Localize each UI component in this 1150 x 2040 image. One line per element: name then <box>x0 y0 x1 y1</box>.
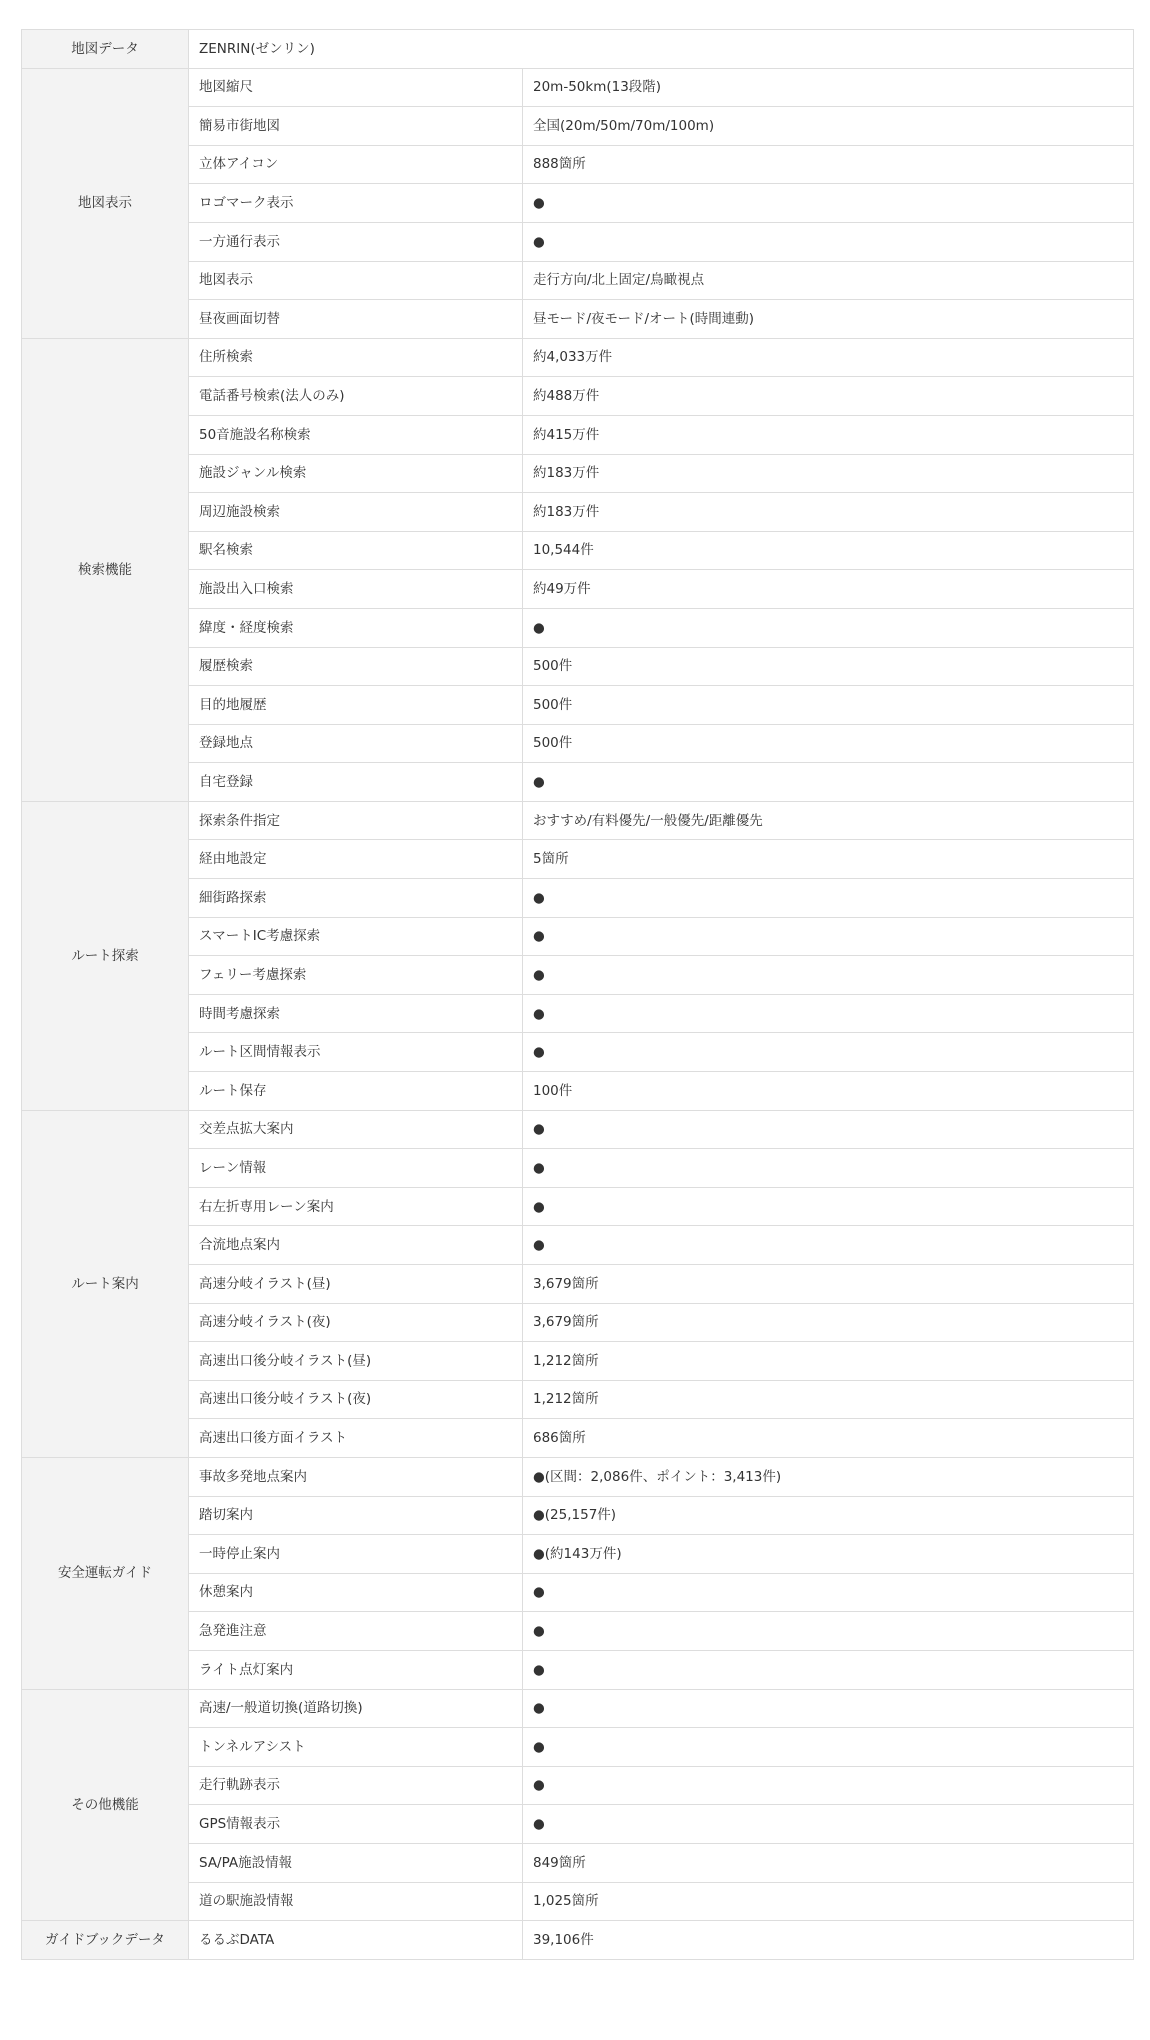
item-cell: ライト点灯案内 <box>189 1650 523 1689</box>
table-row <box>22 1728 1134 1767</box>
table-row <box>22 686 1134 725</box>
table-row <box>22 1573 1134 1612</box>
item-cell: 50音施設名称検索 <box>189 415 523 454</box>
item-cell: 施設ジャンル検索 <box>189 454 523 493</box>
item-cell: 高速分岐イラスト(昼) <box>189 1265 523 1304</box>
table-row <box>22 531 1134 570</box>
value-cell: ● <box>523 1187 1134 1226</box>
item-cell: 一方通行表示 <box>189 222 523 261</box>
value-cell: ● <box>523 1805 1134 1844</box>
item-cell: 高速出口後分岐イラスト(昼) <box>189 1342 523 1381</box>
value-cell: ● <box>523 994 1134 1033</box>
table-row <box>22 1650 1134 1689</box>
value-cell: ● <box>523 1226 1134 1265</box>
category-cell: ルート案内 <box>22 1110 189 1457</box>
item-cell: 急発進注意 <box>189 1612 523 1651</box>
value-cell: ● <box>523 222 1134 261</box>
value-cell: 500件 <box>523 647 1134 686</box>
spec-table-body <box>22 30 1134 1960</box>
table-row <box>22 994 1134 1033</box>
value-cell: 500件 <box>523 686 1134 725</box>
table-row <box>22 1380 1134 1419</box>
table-row <box>22 1457 1134 1496</box>
item-cell: 登録地点 <box>189 724 523 763</box>
value-cell: 全国(20m/50m/70m/100m) <box>523 107 1134 146</box>
table-row <box>22 570 1134 609</box>
table-row <box>22 1612 1134 1651</box>
item-cell: 目的地履歴 <box>189 686 523 725</box>
value-cell: ● <box>523 1728 1134 1767</box>
item-cell: 周辺施設検索 <box>189 493 523 532</box>
item-cell: 簡易市街地図 <box>189 107 523 146</box>
value-cell: ● <box>523 879 1134 918</box>
value-cell: おすすめ/有料優先/一般優先/距離優先 <box>523 801 1134 840</box>
value-cell: 10,544件 <box>523 531 1134 570</box>
category-cell: その他機能 <box>22 1689 189 1921</box>
item-cell: 住所検索 <box>189 338 523 377</box>
item-cell: るるぶDATA <box>189 1921 523 1960</box>
table-row <box>22 1072 1134 1111</box>
item-cell: 昼夜画面切替 <box>189 300 523 339</box>
table-row <box>22 724 1134 763</box>
value-cell: ● <box>523 1573 1134 1612</box>
value-cell: 5箇所 <box>523 840 1134 879</box>
table-row <box>22 1766 1134 1805</box>
spec-table-container <box>21 29 1134 1960</box>
value-cell: ● <box>523 1766 1134 1805</box>
item-cell: 高速出口後分岐イラスト(夜) <box>189 1380 523 1419</box>
item-cell: GPS情報表示 <box>189 1805 523 1844</box>
table-row <box>22 1149 1134 1188</box>
value-cell: 1,212箇所 <box>523 1342 1134 1381</box>
value-cell: 約49万件 <box>523 570 1134 609</box>
table-row <box>22 261 1134 300</box>
item-cell: 高速分岐イラスト(夜) <box>189 1303 523 1342</box>
table-row <box>22 454 1134 493</box>
value-cell: 100件 <box>523 1072 1134 1111</box>
table-row <box>22 30 1134 69</box>
table-row <box>22 956 1134 995</box>
table-row <box>22 493 1134 532</box>
value-cell: ●(区間：2,086件、ポイント：3,413件) <box>523 1457 1134 1496</box>
value-cell: ● <box>523 1689 1134 1728</box>
table-row <box>22 1226 1134 1265</box>
item-cell: 事故多発地点案内 <box>189 1457 523 1496</box>
item-cell: 高速出口後方面イラスト <box>189 1419 523 1458</box>
table-row <box>22 1033 1134 1072</box>
table-row <box>22 840 1134 879</box>
value-cell: ● <box>523 917 1134 956</box>
item-cell: 地図表示 <box>189 261 523 300</box>
table-row <box>22 1419 1134 1458</box>
value-cell: ●(約143万件) <box>523 1535 1134 1574</box>
value-cell: 約183万件 <box>523 454 1134 493</box>
value-cell: ● <box>523 1612 1134 1651</box>
table-row <box>22 917 1134 956</box>
table-row <box>22 1110 1134 1149</box>
value-cell: 約488万件 <box>523 377 1134 416</box>
item-cell: 自宅登録 <box>189 763 523 802</box>
value-cell: 1,025箇所 <box>523 1882 1134 1921</box>
table-row <box>22 1342 1134 1381</box>
item-cell: フェリー考慮探索 <box>189 956 523 995</box>
table-row <box>22 1187 1134 1226</box>
item-cell: 地図縮尺 <box>189 68 523 107</box>
item-cell: 経由地設定 <box>189 840 523 879</box>
value-cell: ● <box>523 608 1134 647</box>
table-row <box>22 1535 1134 1574</box>
item-cell: 緯度・経度検索 <box>189 608 523 647</box>
value-cell: 888箇所 <box>523 145 1134 184</box>
table-row <box>22 145 1134 184</box>
value-cell: 39,106件 <box>523 1921 1134 1960</box>
table-row <box>22 338 1134 377</box>
value-cell: ● <box>523 956 1134 995</box>
table-row <box>22 1805 1134 1844</box>
table-row <box>22 415 1134 454</box>
table-row <box>22 647 1134 686</box>
category-cell: ルート探索 <box>22 801 189 1110</box>
value-cell: 849箇所 <box>523 1843 1134 1882</box>
value-cell: 1,212箇所 <box>523 1380 1134 1419</box>
value-cell: 500件 <box>523 724 1134 763</box>
item-cell: 高速/一般道切換(道路切換) <box>189 1689 523 1728</box>
item-cell: 履歴検索 <box>189 647 523 686</box>
table-row <box>22 1843 1134 1882</box>
table-row <box>22 107 1134 146</box>
value-cell: ● <box>523 1149 1134 1188</box>
value-cell: ZENRIN(ゼンリン) <box>189 30 1134 69</box>
table-row <box>22 300 1134 339</box>
item-cell: 交差点拡大案内 <box>189 1110 523 1149</box>
item-cell: ロゴマーク表示 <box>189 184 523 223</box>
item-cell: スマートIC考慮探索 <box>189 917 523 956</box>
value-cell: ● <box>523 184 1134 223</box>
item-cell: SA/PA施設情報 <box>189 1843 523 1882</box>
value-cell: 約4,033万件 <box>523 338 1134 377</box>
item-cell: レーン情報 <box>189 1149 523 1188</box>
table-row <box>22 377 1134 416</box>
item-cell: 時間考慮探索 <box>189 994 523 1033</box>
value-cell: 3,679箇所 <box>523 1303 1134 1342</box>
value-cell: 20m-50km(13段階) <box>523 68 1134 107</box>
item-cell: 駅名検索 <box>189 531 523 570</box>
item-cell: 右左折専用レーン案内 <box>189 1187 523 1226</box>
value-cell: 走行方向/北上固定/鳥瞰視点 <box>523 261 1134 300</box>
item-cell: 電話番号検索(法人のみ) <box>189 377 523 416</box>
table-row <box>22 184 1134 223</box>
table-row <box>22 608 1134 647</box>
category-cell: 安全運転ガイド <box>22 1457 189 1689</box>
item-cell: ルート保存 <box>189 1072 523 1111</box>
table-row <box>22 222 1134 261</box>
value-cell: 約183万件 <box>523 493 1134 532</box>
category-cell: 地図表示 <box>22 68 189 338</box>
item-cell: 道の駅施設情報 <box>189 1882 523 1921</box>
item-cell: 細街路探索 <box>189 879 523 918</box>
table-row <box>22 801 1134 840</box>
item-cell: 休憩案内 <box>189 1573 523 1612</box>
table-row <box>22 1921 1134 1960</box>
table-row <box>22 1303 1134 1342</box>
category-cell: 地図データ <box>22 30 189 69</box>
item-cell: 合流地点案内 <box>189 1226 523 1265</box>
item-cell: 踏切案内 <box>189 1496 523 1535</box>
item-cell: 施設出入口検索 <box>189 570 523 609</box>
value-cell: ● <box>523 1650 1134 1689</box>
value-cell: ● <box>523 1033 1134 1072</box>
table-row <box>22 1265 1134 1304</box>
value-cell: ● <box>523 1110 1134 1149</box>
table-row <box>22 763 1134 802</box>
table-row <box>22 1689 1134 1728</box>
spec-table <box>21 29 1134 1960</box>
item-cell: 走行軌跡表示 <box>189 1766 523 1805</box>
value-cell: 約415万件 <box>523 415 1134 454</box>
category-cell: ガイドブックデータ <box>22 1921 189 1960</box>
value-cell: 3,679箇所 <box>523 1265 1134 1304</box>
value-cell: 昼モード/夜モード/オート(時間連動) <box>523 300 1134 339</box>
table-row <box>22 68 1134 107</box>
value-cell: ● <box>523 763 1134 802</box>
category-cell: 検索機能 <box>22 338 189 801</box>
item-cell: 一時停止案内 <box>189 1535 523 1574</box>
item-cell: 立体アイコン <box>189 145 523 184</box>
item-cell: トンネルアシスト <box>189 1728 523 1767</box>
table-row <box>22 1882 1134 1921</box>
table-row <box>22 879 1134 918</box>
value-cell: ●(25,157件) <box>523 1496 1134 1535</box>
table-row <box>22 1496 1134 1535</box>
item-cell: 探索条件指定 <box>189 801 523 840</box>
item-cell: ルート区間情報表示 <box>189 1033 523 1072</box>
value-cell: 686箇所 <box>523 1419 1134 1458</box>
